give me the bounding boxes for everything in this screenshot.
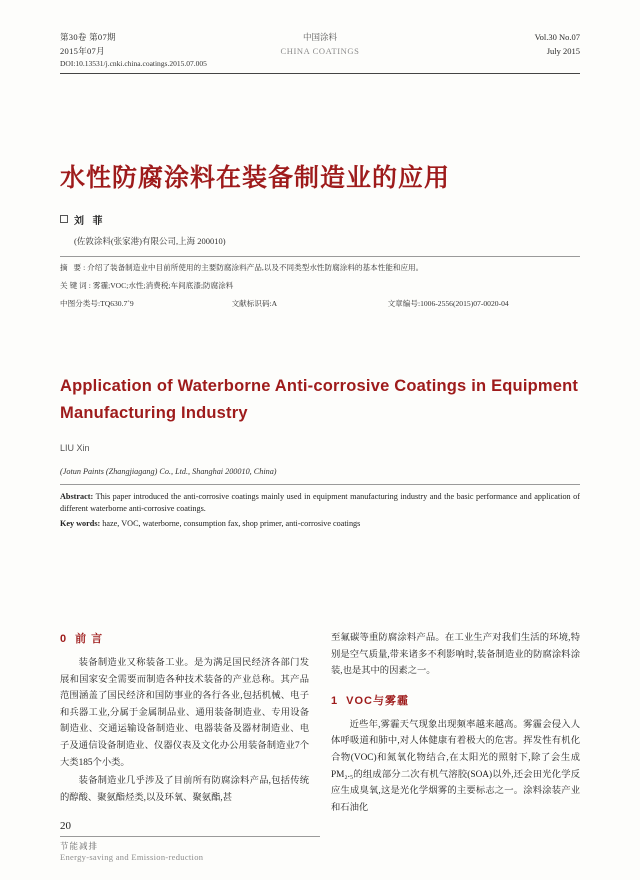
abstract-divider-cn [60, 256, 580, 257]
paragraph: 装备制造业几乎涉及了目前所有防腐涂料产品,包括传统的醇酸、聚氨酯烃类,以及环氧、聚氨酯,甚 [60, 776, 309, 803]
section-heading-0 [60, 630, 309, 646]
articleid-label: 文章编号: [387, 299, 421, 308]
section-title-1: VOC与雾霾 [346, 694, 409, 707]
clc-label: 中图分类号: [60, 299, 101, 308]
masthead-right [535, 30, 580, 58]
page-title: 水性防腐涂料在装备制造业的应用 [60, 164, 451, 192]
abstract-text-en: This paper introduced the anti-corrosive coatings mainly used in equipment manufacturing industry and the basic performance and application of different waterborne anti-corrosive coatings. [60, 491, 580, 513]
clc-value: TQ630.7˚9 [100, 299, 134, 308]
author-name-cn: 刘 菲 [74, 216, 106, 227]
footer-label-cn: 节能减排 [60, 841, 99, 851]
issue-date-en: July 2015 [546, 46, 580, 56]
classification-row [60, 298, 580, 311]
paragraph: 近些年,雾霾天气现象出现频率越来越高。雾霾会侵入人体呼吸道和肺中,对人体健康有着极大的危害。挥发性有机化合物(VOC)和氮氧化物结合,在太阳光的照射下,除了会生成PM₂.₅的组成部分二次有机气溶胶(SOA)以外,还会田光化学反应生成臭氧,这是光化学烟雾的主要标志之一。涂料涂装产业和石油化 [331, 719, 580, 813]
abstract-label-en: Abstract: [60, 491, 94, 501]
author-name-en: LIU Xin [60, 442, 90, 453]
abstract-text-cn: 介绍了装备制造业中目前所使用的主要防腐涂料产品,以及不同类型水性防腐涂料的基本性能和应用。 [87, 263, 424, 272]
page-footer [60, 820, 320, 862]
keywords-text-cn: 雾霾;VOC;水性;消费税;车间底漆;防腐涂料 [92, 280, 234, 290]
volume-issue-en: Vol.30 No.07 [534, 32, 580, 42]
keywords-en [60, 518, 580, 531]
page-number: 20 [60, 820, 71, 832]
keywords-row-cn [60, 280, 580, 293]
body-column-left [60, 630, 309, 818]
abstract-label-cn: 摘 要: [60, 263, 88, 272]
doccode-field [232, 298, 388, 311]
abstract-en [60, 491, 580, 516]
page-inner [60, 30, 580, 860]
articleid-value: 1006-2556(2015)07-0020-04 [420, 299, 509, 308]
section-number-1: 1 [331, 694, 339, 707]
footer-divider [60, 836, 320, 837]
volume-issue: 第30卷 第07期 [60, 32, 116, 42]
section-number-0: 0 [60, 633, 68, 645]
page-title-en: Application of Waterborne Anti-corrosive Coatings in Equipment Manufacturing Industry [60, 376, 579, 422]
keywords-label-cn: 关键词: [60, 280, 93, 290]
affiliation-en: (Jotun Paints (Zhangjiagang) Co., Ltd., Shanghai 200010, China) [60, 466, 277, 476]
keywords-label-en: Key words: [60, 518, 101, 528]
journal-name-en: CHINA COATINGS [280, 46, 360, 56]
paragraph: 至氟碳等重防腐涂料产品。在工业生产对我们生活的环境,特别是空气质量,带来诸多不利影响时,装备制造业的防腐涂料涂装,也是其中的因素之一。 [331, 633, 580, 677]
author-line-cn [60, 212, 580, 227]
issue-date-cn: 2015年07月 [60, 46, 105, 56]
clc-field [60, 298, 232, 311]
abstract-divider-en [60, 484, 580, 485]
masthead-center [60, 30, 580, 58]
section-title-0: 前 言 [75, 633, 104, 645]
body-column-right [331, 630, 580, 818]
doi-text: DOI:10.13531/j.cnki.china.coatings.2015.07.005 [60, 59, 207, 68]
articleid-field [388, 298, 580, 311]
body-columns [60, 630, 580, 818]
masthead [60, 30, 580, 76]
section-heading-1 [331, 692, 580, 708]
masthead-divider [60, 73, 580, 74]
journal-name-cn: 中国涂料 [302, 32, 337, 42]
abstract-row-cn [60, 262, 580, 275]
footer-label-en: Energy-saving and Emission-reduction [60, 852, 204, 862]
metadata-cn [60, 262, 580, 311]
keywords-text-en: haze, VOC, waterborne, consumption fax, shop primer, anti-corrosive coatings [102, 518, 361, 528]
doccode-value: A [271, 299, 278, 308]
affiliation-cn: (佐敦涂料(张家港)有限公司,上海 200010) [74, 236, 226, 246]
doccode-label: 文献标识码: [231, 299, 272, 308]
bullet-square-icon [60, 215, 68, 223]
paragraph: 装备制造业又称装备工业。是为满足国民经济各部门发展和国家安全需要而制造各种技术装备的产业总称。其产品范围涵盖了国民经济和国防事业的各行各业,包括机械、电子和兵器工业,分属于金属制品业、通用装备制造业、专用设备制造业、交通运输设备制造业、电器装备及器材制造业、电子及通信设备制造业、仪器仪表及文化办公用装备制造业7个大类185个小类。 [60, 658, 309, 768]
